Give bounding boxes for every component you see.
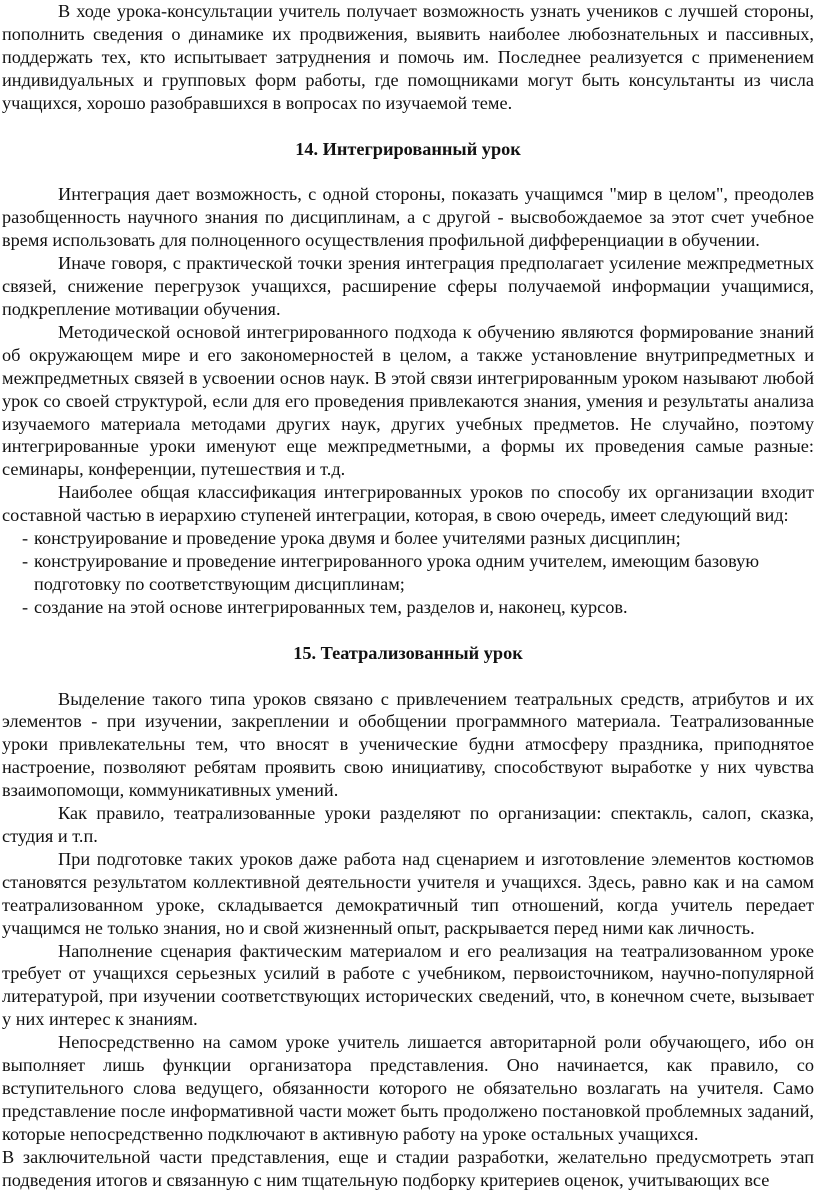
paragraph-theatrical-5: Непосредственно на самом уроке учитель лишается авторитарной роли обучающего, ибо он выполняет лишь функции организатора представления. Оно начинается, как правило, со вступительного слова ведущего, обязанности которого не обязательно возлагать на учителя. Само представление после информативной части может быть продолжено постановкой проблемных заданий, которые непосредственно подключают в активную работу на уроке остальных учащихся.	[2, 1032, 814, 1144]
list-item-text: создание на этой основе интегрированных тем, разделов и, наконец, курсов.	[34, 596, 628, 617]
paragraph-theatrical-3: При подготовке таких уроков даже работа над сценарием и изготовление элементов костюмов становятся результатом коллективной деятельности учителя и учащихся. Здесь, равно как и на самом театрализованном уроке, складывается демократичный тип отношений, когда учитель передает учащимся не только знания, но и свой жизненный опыт, раскрывается перед ними как личность.	[2, 848, 814, 938]
paragraph-consultation: В ходе урока-консультации учитель получает возможность узнать учеников с лучшей стороны, пополнить сведения о динамике их продвижения, выявить наиболее любознательных и пассивных, поддержать тех, кто испытывает затруднения и помочь им. Последнее реализуется с применением индивидуальных и групповых форм работы, где помощниками могут быть консультанты из числа учащихся, хорошо разобравшихся в вопросах по изучаемой теме.	[2, 1, 814, 113]
paragraph-theatrical-2: Как правило, театрализованные уроки разделяют по организации: спектакль, салоп, сказка, студия и т.п.	[2, 803, 814, 846]
list-item	[2, 550, 814, 596]
integration-levels-list	[2, 527, 814, 619]
list-item-text: конструирование и проведение урока двумя и более учителями разных дисциплин;	[34, 528, 681, 549]
list-dash: -	[22, 550, 29, 571]
paragraph-integration-3: Методической основой интегрированного подхода к обучению являются формирование знаний об окружающем мире и его закономерностей в целом, а также установление внутрипредметных и межпредметных связей в усвоении основ наук. В этой связи интегрированным уроком называют любой урок со своей структурой, если для его проведения привлекаются знания, умения и результаты анализа изучаемого материала методами других наук, других учебных предметов. Не случайно, поэтому интегрированные уроки именуют еще межпредметными, а формы их проведения самые разные: семинары, конференции, путешествия и т.д.	[2, 321, 814, 480]
heading-integrated-lesson: 14. Интегрированный урок	[295, 138, 521, 159]
paragraph-theatrical-1: Выделение такого типа уроков связано с привлечением театральных средств, атрибутов и их элементов - при изучении, закреплении и обобщении программного материала. Театрализованные уроки привлекательны тем, что вносят в ученические будни атмосферу праздника, приподнятое настроение, позволяют ребятам проявить свою инициативу, способствуют выработке у них чувства взаимопомощи, коммуникативных умений.	[2, 688, 814, 801]
list-item	[2, 596, 814, 619]
list-item	[2, 527, 814, 550]
heading-theatrical-lesson: 15. Театрализованный урок	[293, 642, 523, 663]
paragraph-theatrical-4: Наполнение сценария фактическим материалом и его реализация на театрализованном уроке требует от учащихся серьезных усилий в работе с учебником, первоисточником, научно-популярной литературой, при изучении соответствующих исторических сведений, что, в конечном счете, вызывает у них интерес к знаниям.	[2, 940, 814, 1030]
paragraph-theatrical-final: В заключительной части представления, еще и стадии разработки, желательно предусмотреть этап подведения итогов и связанную с ним тщательную подборку критериев оценок, учитывающих все	[2, 1146, 814, 1190]
paragraph-integration-2: Иначе говоря, с практической точки зрения интеграция предполагает усиление межпредметных связей, снижение перегрузок учащихся, расширение сферы получаемой информации учащимися, подкрепление мотивации обучения.	[2, 253, 814, 319]
list-dash: -	[22, 596, 29, 617]
list-item-text: конструирование и проведение интегрированного урока одним учителем, имеющим базовую подготовку по соответствующим дисциплинам;	[34, 550, 759, 594]
list-dash: -	[22, 528, 29, 549]
paragraph-integration-1: Интеграция дает возможность, с одной стороны, показать учащимся "мир в целом", преодолев разобщенность научного знания по дисциплинам, а с другой - высвобождаемое за этот счет учебное время использовать для полноценного осуществления профильной дифференциации в обучении.	[2, 184, 814, 251]
paragraph-integration-4: Наиболее общая классификация интегрированных уроков по способу их организации входит составной частью в иерархию ступеней интеграции, которая, в свою очередь, имеет следующий вид:	[2, 482, 814, 526]
